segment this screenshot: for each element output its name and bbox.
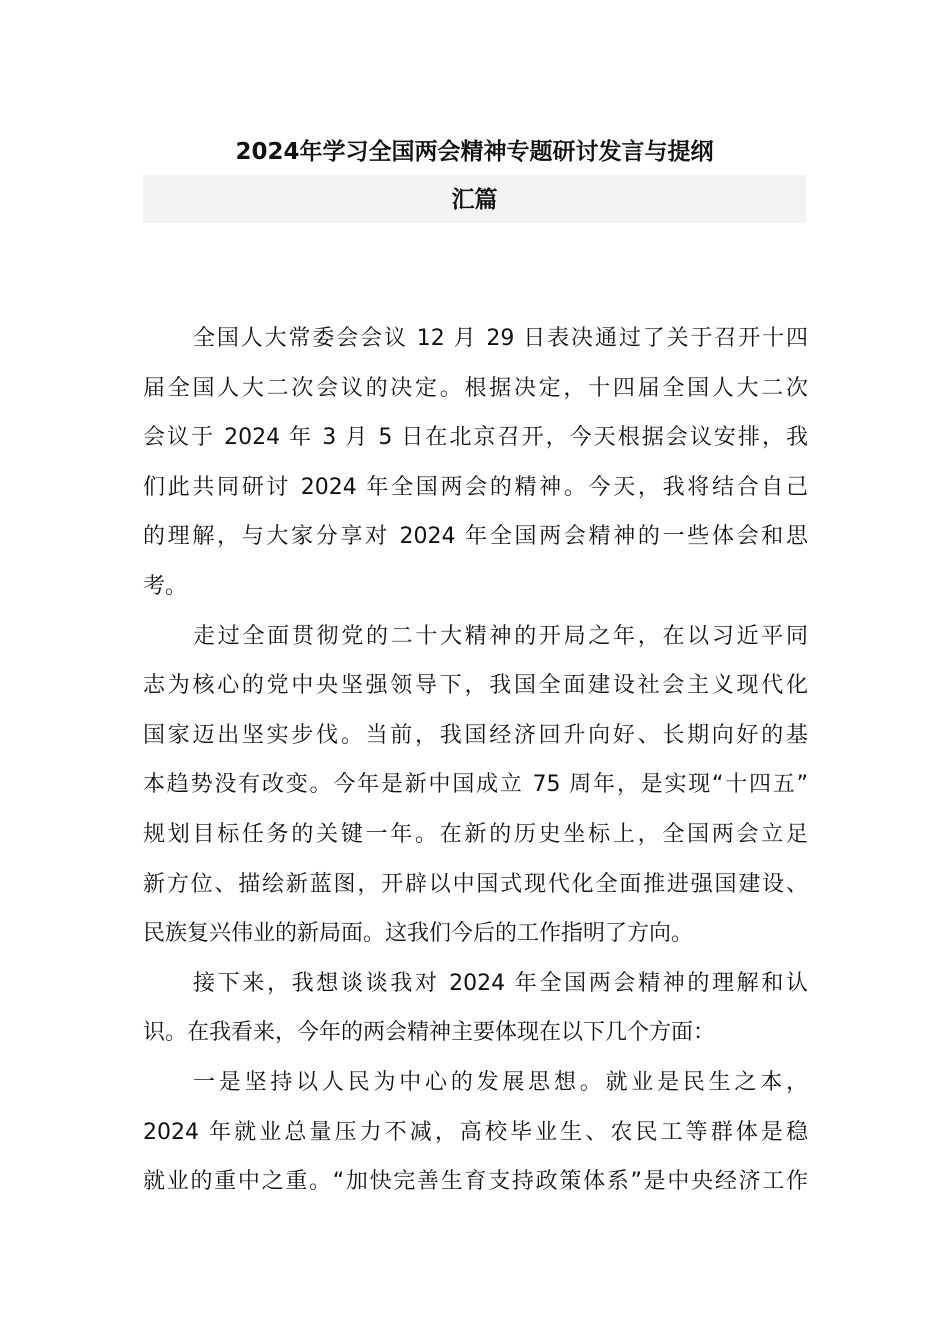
body-line: 的理解，与大家分享对 2024 年全国两会精神的一些体会和思 [143, 524, 808, 550]
body-line: 会议于 2024 年 3 月 5 日在北京召开，今天根据会议安排，我 [143, 425, 808, 451]
body-line: 志为核心的党中央坚强领导下，我国全面建设社会主义现代化 [143, 673, 808, 699]
body-line: 新方位、描绘新蓝图，开辟以中国式现代化全面推进强国建设、 [143, 871, 808, 897]
body-line: 2024 年就业总量压力不减，高校毕业生、农民工等群体是稳 [143, 1119, 808, 1145]
body-line: 国家迈出坚实步伐。当前，我国经济回升向好、长期向好的基 [143, 722, 808, 748]
body-line: 一是坚持以人民为中心的发展思想。就业是民生之本， [193, 1069, 808, 1095]
body-line: 接下来，我想谈谈我对 2024 年全国两会精神的理解和认 [193, 970, 808, 996]
body-line: 识。在我看来，今年的两会精神主要体现在以下几个方面： [143, 1020, 716, 1046]
document-title-line-2: 汇篇 [451, 187, 498, 213]
document-body [143, 314, 808, 1207]
body-line: 们此共同研讨 2024 年全国两会的精神。今天，我将结合自己 [143, 474, 808, 500]
body-line: 届全国人大二次会议的决定。根据决定，十四届全国人大二次 [143, 375, 808, 401]
body-line: 走过全面贯彻党的二十大精神的开局之年，在以习近平同 [193, 623, 808, 649]
body-line: 就业的重中之重。“加快完善生育支持政策体系”是中央经济工作 [143, 1169, 808, 1195]
body-line: 民族复兴伟业的新局面。这我们今后的工作指明了方向。 [143, 921, 694, 947]
body-line: 考。 [143, 573, 188, 599]
body-line: 本趋势没有改变。今年是新中国成立 75 周年，是实现“十四五” [143, 772, 808, 798]
body-line: 规划目标任务的关键一年。在新的历史坐标上，全国两会立足 [143, 821, 808, 847]
document-title-line-1: 2024年学习全国两会精神专题研讨发言与提纲 [235, 139, 714, 165]
body-line: 全国人大常委会会议 12 月 29 日表决通过了关于召开十四 [193, 326, 808, 351]
